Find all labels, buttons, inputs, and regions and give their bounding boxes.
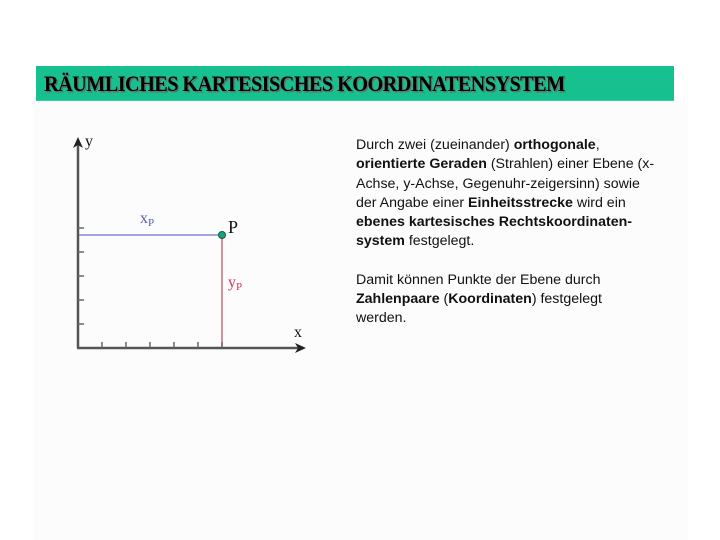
paragraph-definition <box>356 136 656 252</box>
xp-label <box>140 211 154 229</box>
term-einheitsstrecke: Einheitsstrecke <box>468 194 573 211</box>
text-segment: ) festgelegt werden. <box>356 291 603 327</box>
text-segment: wird ein <box>572 194 626 211</box>
term-orthogonale: orthogonale <box>513 137 596 153</box>
yp-label-base: y <box>228 274 236 291</box>
description-text <box>356 136 656 329</box>
yp-label-sub: P <box>236 281 243 293</box>
x-axis-label: x <box>294 324 302 341</box>
text-segment: festgelegt. <box>404 233 475 250</box>
text-segment: ( <box>439 291 449 308</box>
y-axis-label: y <box>85 133 93 150</box>
term-rechtskoordinatensystem: ebenes kartesisches Rechtskoordinaten-system <box>356 214 632 250</box>
point-p-marker <box>219 232 226 239</box>
term-orientierte-geraden: orientierte Geraden <box>356 156 487 173</box>
text-segment: Durch zwei (zueinander) <box>356 137 514 153</box>
yp-label <box>228 275 242 293</box>
text-segment: , <box>595 137 600 153</box>
term-zahlenpaare: Zahlenpaare <box>356 291 440 308</box>
term-koordinaten: Koordinaten <box>448 291 532 308</box>
xp-label-base: x <box>140 210 148 227</box>
paragraph-coordinates <box>356 271 656 329</box>
text-segment: (Strahlen) einer Ebene (x-Achse, y-Achse, Gegenuhr-zeigersinn) sowie der Angabe einer <box>356 156 655 211</box>
slide-title: RÄUMLICHES KARTESISCHES KOORDINATENSYSTEM <box>44 71 565 96</box>
xp-label-sub: P <box>148 217 155 229</box>
point-p-label: P <box>228 217 239 237</box>
text-segment: Damit können Punkte der Ebene durch <box>356 271 601 288</box>
